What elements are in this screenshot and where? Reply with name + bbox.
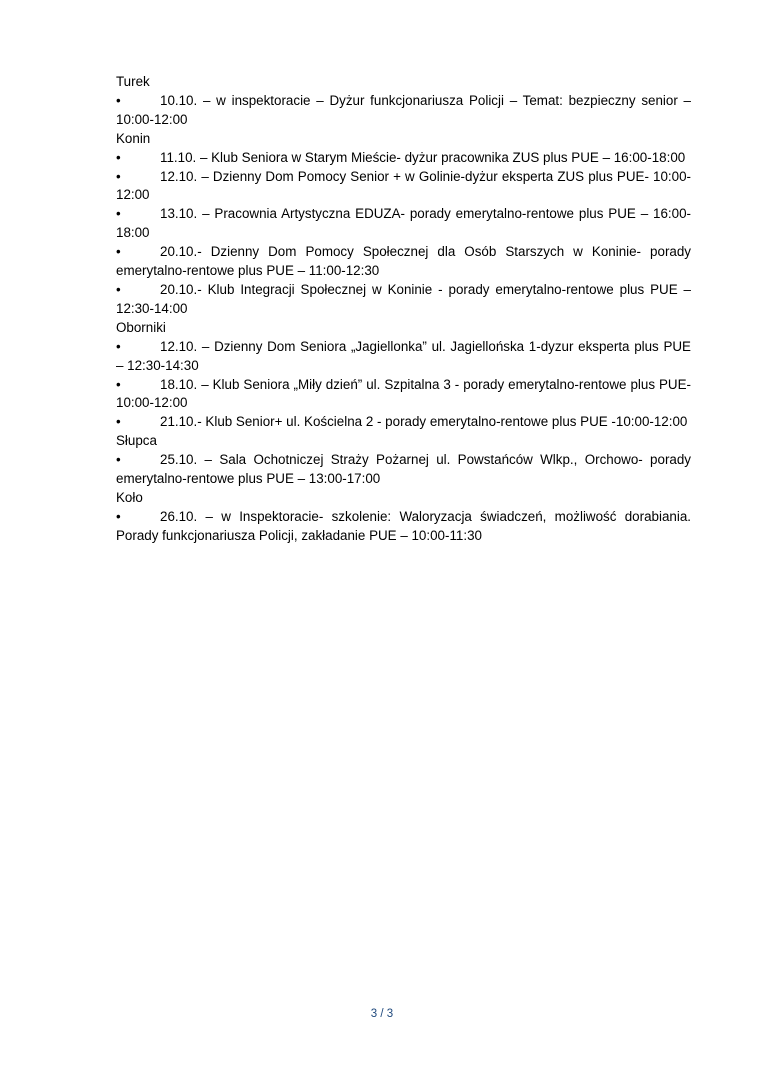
bullet-icon: • [116, 149, 121, 165]
list-item-text: 21.10.- Klub Senior+ ul. Kościelna 2 - porady emerytalno-rentowe plus PUE -10:00-12:00 [160, 414, 688, 430]
bullet-icon: • [116, 508, 121, 524]
list-item [116, 243, 691, 281]
list-item [116, 376, 691, 414]
list-item-text: 10.10. – w inspektoracie – Dyżur funkcjonariusza Policji – Temat: bezpieczny senior – 10:00-12:00 [116, 92, 691, 127]
bullet-icon: • [116, 244, 121, 260]
list-item [116, 451, 691, 489]
list-item-text: 20.10.- Dzienny Dom Pomocy Społecznej dla Osób Starszych w Koninie- porady emerytalno-rentowe plus PUE – 11:00-12:30 [116, 244, 691, 279]
bullet-icon: • [116, 206, 121, 222]
list-item-text: 20.10.- Klub Integracji Społecznej w Koninie - porady emerytalno-rentowe plus PUE – 12:30-14:00 [116, 281, 691, 316]
list-item [116, 338, 691, 376]
list-item [116, 281, 691, 319]
list-item [116, 205, 691, 243]
list-item-text: 11.10. – Klub Seniora w Starym Mieście- dyżur pracownika ZUS plus PUE – 16:00-18:00 [160, 149, 686, 165]
document-body [116, 73, 691, 546]
list-item-text: 18.10. – Klub Seniora „Miły dzień” ul. Szpitalna 3 - porady emerytalno-rentowe plus PUE- 10:00-12:00 [116, 376, 691, 411]
list-item-text: 12.10. – Dzienny Dom Seniora „Jagiellonka” ul. Jagiellońska 1-dyzur eksperta plus PUE – 12:30-14:30 [116, 338, 691, 373]
list-item [116, 168, 691, 206]
bullet-icon: • [116, 281, 121, 297]
list-item [116, 413, 691, 432]
bullet-icon: • [116, 168, 121, 184]
bullet-icon: • [116, 414, 121, 430]
town-heading-oborniki: Oborniki [116, 319, 166, 335]
list-item [116, 508, 691, 546]
list-item-text: 13.10. – Pracownia Artystyczna EDUZA- porady emerytalno-rentowe plus PUE – 16:00-18:00 [116, 206, 691, 241]
list-item-text: 12.10. – Dzienny Dom Pomocy Senior + w Golinie-dyżur eksperta ZUS plus PUE- 10:00-12:00 [116, 168, 691, 203]
town-heading-turek: Turek [116, 74, 150, 89]
list-item [116, 92, 691, 130]
list-item-text: 26.10. – w Inspektoracie- szkolenie: Waloryzacja świadczeń, możliwość dorabiania. Porady funkcjonariusza Policji, zakładanie PUE – 10:00-11:30 [116, 508, 691, 543]
town-heading-kolo: Koło [116, 489, 143, 505]
list-item [116, 149, 691, 168]
town-heading-konin: Konin [116, 130, 151, 146]
bullet-icon: • [116, 452, 121, 468]
bullet-icon: • [116, 376, 121, 392]
bullet-icon: • [116, 338, 121, 354]
town-heading-slupca: Słupca [116, 433, 157, 449]
list-item-text: 25.10. – Sala Ochotniczej Straży Pożarnej ul. Powstańców Wlkp., Orchowo- porady emerytalno-rentowe plus PUE – 13:00-17:00 [116, 452, 691, 487]
bullet-icon: • [116, 92, 121, 108]
page-number: 3 / 3 [370, 1008, 394, 1020]
